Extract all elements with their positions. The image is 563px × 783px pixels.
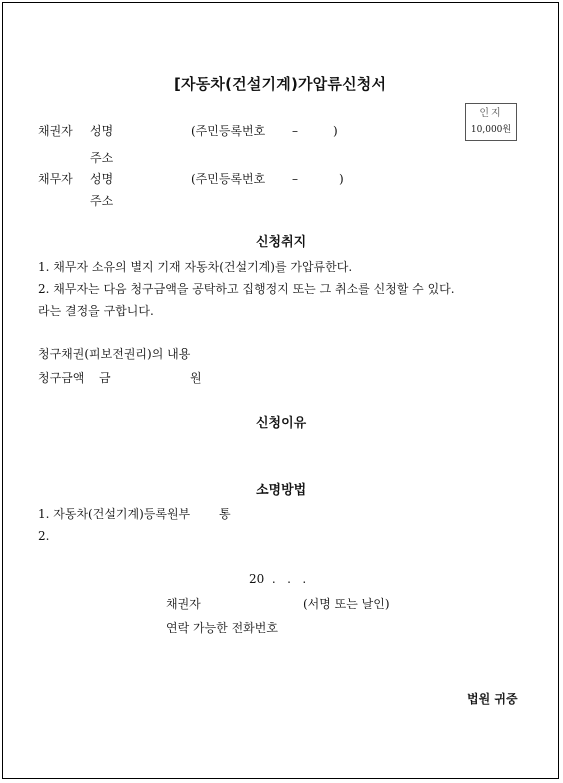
page-title: [자동차(건설기계)가압류신청서 <box>174 75 387 93</box>
phone-label: 연락 가능한 전화번호 <box>166 621 278 635</box>
creditor-id-label: (주민등록번호 <box>191 124 266 138</box>
creditor-id-close: ) <box>333 124 338 138</box>
creditor-id-dash: – <box>292 124 298 138</box>
purpose-line-2: 2. 채무자는 다음 청구금액을 공탁하고 집행정지 또는 그 취소를 신청할 수 있다. <box>38 282 455 296</box>
claim-content-label: 청구채권(피보전권리)의 내용 <box>38 347 191 361</box>
evidence-item-2: 2. <box>38 529 50 543</box>
purpose-line-1: 1. 채무자 소유의 별지 기재 자동차(건설기계)를 가압류한다. <box>38 260 353 274</box>
debtor-id-close: ) <box>339 172 344 186</box>
purpose-heading: 신청취지 <box>256 235 307 250</box>
reason-heading: 신청이유 <box>256 416 307 431</box>
court-addressee: 법원 귀중 <box>467 692 518 706</box>
signature-label: (서명 또는 날인) <box>303 597 390 611</box>
creditor-role-label: 채권자 <box>38 124 73 138</box>
filing-date: 20 . . . <box>249 572 307 586</box>
creditor-name-label: 성명 <box>90 124 114 138</box>
claim-amount-label: 청구금액 <box>38 371 85 385</box>
debtor-id-dash: – <box>292 172 298 186</box>
debtor-id-label: (주민등록번호 <box>191 172 266 186</box>
debtor-name-label: 성명 <box>90 172 114 186</box>
evidence-item-1-unit: 통 <box>219 507 231 521</box>
evidence-heading: 소명방법 <box>256 483 307 498</box>
revenue-stamp-box <box>465 103 517 141</box>
evidence-item-1: 1. 자동차(건설기계)등록원부 <box>38 507 191 521</box>
claim-amount-prefix: 금 <box>99 371 111 385</box>
purpose-line-3: 라는 결정을 구합니다. <box>38 304 154 318</box>
stamp-amount: 10,000원 <box>470 125 512 135</box>
debtor-role-label: 채무자 <box>38 172 73 186</box>
creditor-address-label: 주소 <box>90 151 114 165</box>
debtor-address-label: 주소 <box>90 194 114 208</box>
applicant-label: 채권자 <box>166 597 201 611</box>
claim-amount-unit: 원 <box>190 371 202 385</box>
stamp-label: 인지 <box>479 108 503 119</box>
